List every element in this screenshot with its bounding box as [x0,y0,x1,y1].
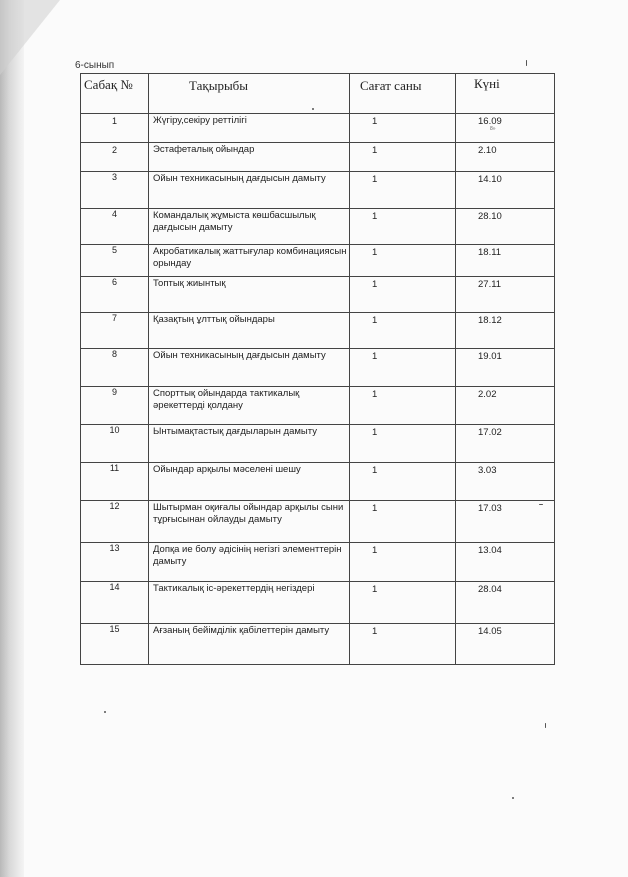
cell-hours-text: 1 [372,279,378,290]
table-row [81,114,555,143]
table-row [81,143,555,172]
cell-lesson-no-text: 15 [109,624,120,634]
header-hours: Сағат саны [350,74,456,114]
cell-topic-text: Шытырман оқиғалы ойындар арқылы сыни тұрғысынан ойлауды дамыту [153,502,344,525]
cell-hours-text: 1 [372,545,378,556]
cell-topic [149,543,350,582]
table-row [81,501,555,543]
cell-date-text: 17.03 [478,503,502,514]
cell-lesson-no [81,277,149,313]
cell-date-text: 28.04 [478,584,502,595]
cell-date [456,245,555,277]
table-row [81,624,555,665]
cell-lesson-no-text: 9 [111,387,117,397]
scan-speck [104,711,106,713]
cell-topic-text: Тактикалық іс-әрекеттердің негіздері [153,583,315,594]
cell-date-text: 14.05 [478,626,502,637]
folded-corner [0,0,60,75]
cell-date-text: 17.02 [478,427,502,438]
cell-topic [149,425,350,463]
cell-date [456,624,555,665]
cell-lesson-no [81,209,149,245]
cell-date [456,313,555,349]
cell-topic-text: Акробатикалық жаттығулар комбинациясын орындау [153,246,347,269]
table-row [81,209,555,245]
cell-topic [149,582,350,624]
cell-hours [350,387,456,425]
cell-hours [350,425,456,463]
cell-topic-text: Ойындар арқылы мәселені шешу [153,464,301,475]
cell-topic-text: Ойын техникасының дағдысын дамыту [153,350,326,361]
scan-speck [526,60,527,66]
grade-label: 6-сынып [75,60,115,71]
cell-lesson-no-text: 8 [111,349,117,359]
scan-speck [512,797,514,799]
cell-lesson-no-text: 3 [111,172,117,182]
cell-date [456,172,555,209]
cell-date [456,277,555,313]
scan-speck [545,723,546,728]
cell-date [456,543,555,582]
cell-date-text: 3.03 [478,465,497,476]
cell-lesson-no-text: 12 [109,501,120,511]
cell-hours-text: 1 [372,174,378,185]
header-date: Күні [456,74,555,114]
cell-hours [350,624,456,665]
cell-hours-text: 1 [372,247,378,258]
cell-date-text: 2.02 [478,389,497,400]
cell-lesson-no [81,501,149,543]
cell-lesson-no-text: 14 [109,582,120,592]
cell-topic [149,245,350,277]
cell-date-text: 19.01 [478,351,502,362]
table-row [81,582,555,624]
cell-date-text: 28.10 [478,211,502,222]
cell-hours-text: 1 [372,116,378,127]
scan-edge-shadow [0,0,24,877]
cell-lesson-no [81,543,149,582]
header-lesson-no: Сабақ № [81,74,149,114]
cell-topic-text: Ағзаның бейімділік қабілеттерін дамыту [153,625,330,636]
cell-lesson-no [81,349,149,387]
cell-hours-text: 1 [372,626,378,637]
cell-lesson-no [81,245,149,277]
cell-date-text: 27.11 [478,279,502,290]
table-row [81,463,555,501]
table-header-row [81,74,555,114]
cell-date [456,143,555,172]
cell-hours-text: 1 [372,584,378,595]
cell-lesson-no-text: 1 [111,116,117,126]
cell-hours-text: 1 [372,315,378,326]
cell-lesson-no [81,387,149,425]
cell-lesson-no [81,143,149,172]
cell-lesson-no-text: 6 [111,277,117,287]
cell-topic [149,624,350,665]
cell-topic-text: Ойын техникасының дағдысын дамыту [153,173,326,184]
cell-topic-text: Командалық жұмыста көшбасшылық дағдысын дамыту [153,210,316,233]
cell-topic-text: Допқа ие болу әдісінің негізгі элементтерін дамыту [153,544,342,567]
cell-hours-text: 1 [372,211,378,222]
cell-hours [350,209,456,245]
cell-date [456,425,555,463]
cell-hours [350,349,456,387]
cell-date [456,582,555,624]
cell-lesson-no [81,313,149,349]
cell-topic [149,277,350,313]
cell-hours [350,501,456,543]
table-row [81,172,555,209]
cell-lesson-no-text: 13 [109,543,120,553]
cell-topic [149,313,350,349]
cell-lesson-no [81,624,149,665]
cell-hours-text: 1 [372,351,378,362]
cell-hours-text: 1 [372,465,378,476]
cell-date [456,463,555,501]
lesson-schedule-table [80,73,555,665]
table-row [81,387,555,425]
cell-lesson-no [81,425,149,463]
cell-topic [149,172,350,209]
cell-topic [149,349,350,387]
cell-hours-text: 1 [372,389,378,400]
cell-hours [350,277,456,313]
cell-lesson-no-text: 4 [111,209,117,219]
cell-lesson-no-text: 11 [109,463,120,473]
table-row [81,277,555,313]
cell-hours-text: 1 [372,427,378,438]
cell-topic-text: Қазақтың ұлттық ойындары [153,314,275,325]
cell-lesson-no-text: 5 [111,245,117,255]
cell-lesson-no-text: 7 [111,313,117,323]
handwritten-note: 8» [490,126,496,132]
header-topic: Тақырыбы [149,74,350,114]
cell-topic [149,114,350,143]
cell-lesson-no-text: 2 [111,145,117,155]
cell-date-text: 18.11 [478,247,502,258]
cell-topic-text: Жүгіру,секіру реттілігі [153,115,247,126]
cell-date [456,387,555,425]
scan-speck [312,108,314,110]
cell-lesson-no [81,582,149,624]
cell-date [456,209,555,245]
cell-topic-text: Спорттық ойындарда тактикалық әрекеттерді қолдану [153,388,300,411]
cell-topic-text: Эстафеталық ойындар [153,144,255,155]
table-row [81,349,555,387]
scan-speck [539,504,543,505]
cell-hours [350,143,456,172]
cell-hours [350,543,456,582]
table-row [81,245,555,277]
cell-date-text: 18.12 [478,315,502,326]
table-row [81,425,555,463]
cell-date [456,349,555,387]
table-row [81,543,555,582]
cell-hours [350,245,456,277]
cell-date-text: 16.09 [478,116,502,127]
cell-date-text: 14.10 [478,174,502,185]
cell-date [456,114,555,143]
cell-date-text: 13.04 [478,545,502,556]
table-row [81,313,555,349]
cell-hours [350,114,456,143]
cell-hours [350,463,456,501]
cell-lesson-no [81,172,149,209]
cell-topic [149,143,350,172]
cell-topic [149,501,350,543]
cell-hours-text: 1 [372,503,378,514]
cell-hours [350,313,456,349]
cell-topic [149,387,350,425]
cell-date [456,501,555,543]
cell-topic-text: Топтық жиынтық [153,278,226,289]
cell-topic-text: Ынтымақтастық дағдыларын дамыту [153,426,317,437]
cell-hours [350,172,456,209]
cell-date-text: 2.10 [478,145,497,156]
cell-hours-text: 1 [372,145,378,156]
cell-lesson-no-text: 10 [109,425,120,435]
cell-hours [350,582,456,624]
cell-topic [149,209,350,245]
cell-topic [149,463,350,501]
cell-lesson-no [81,463,149,501]
cell-lesson-no [81,114,149,143]
